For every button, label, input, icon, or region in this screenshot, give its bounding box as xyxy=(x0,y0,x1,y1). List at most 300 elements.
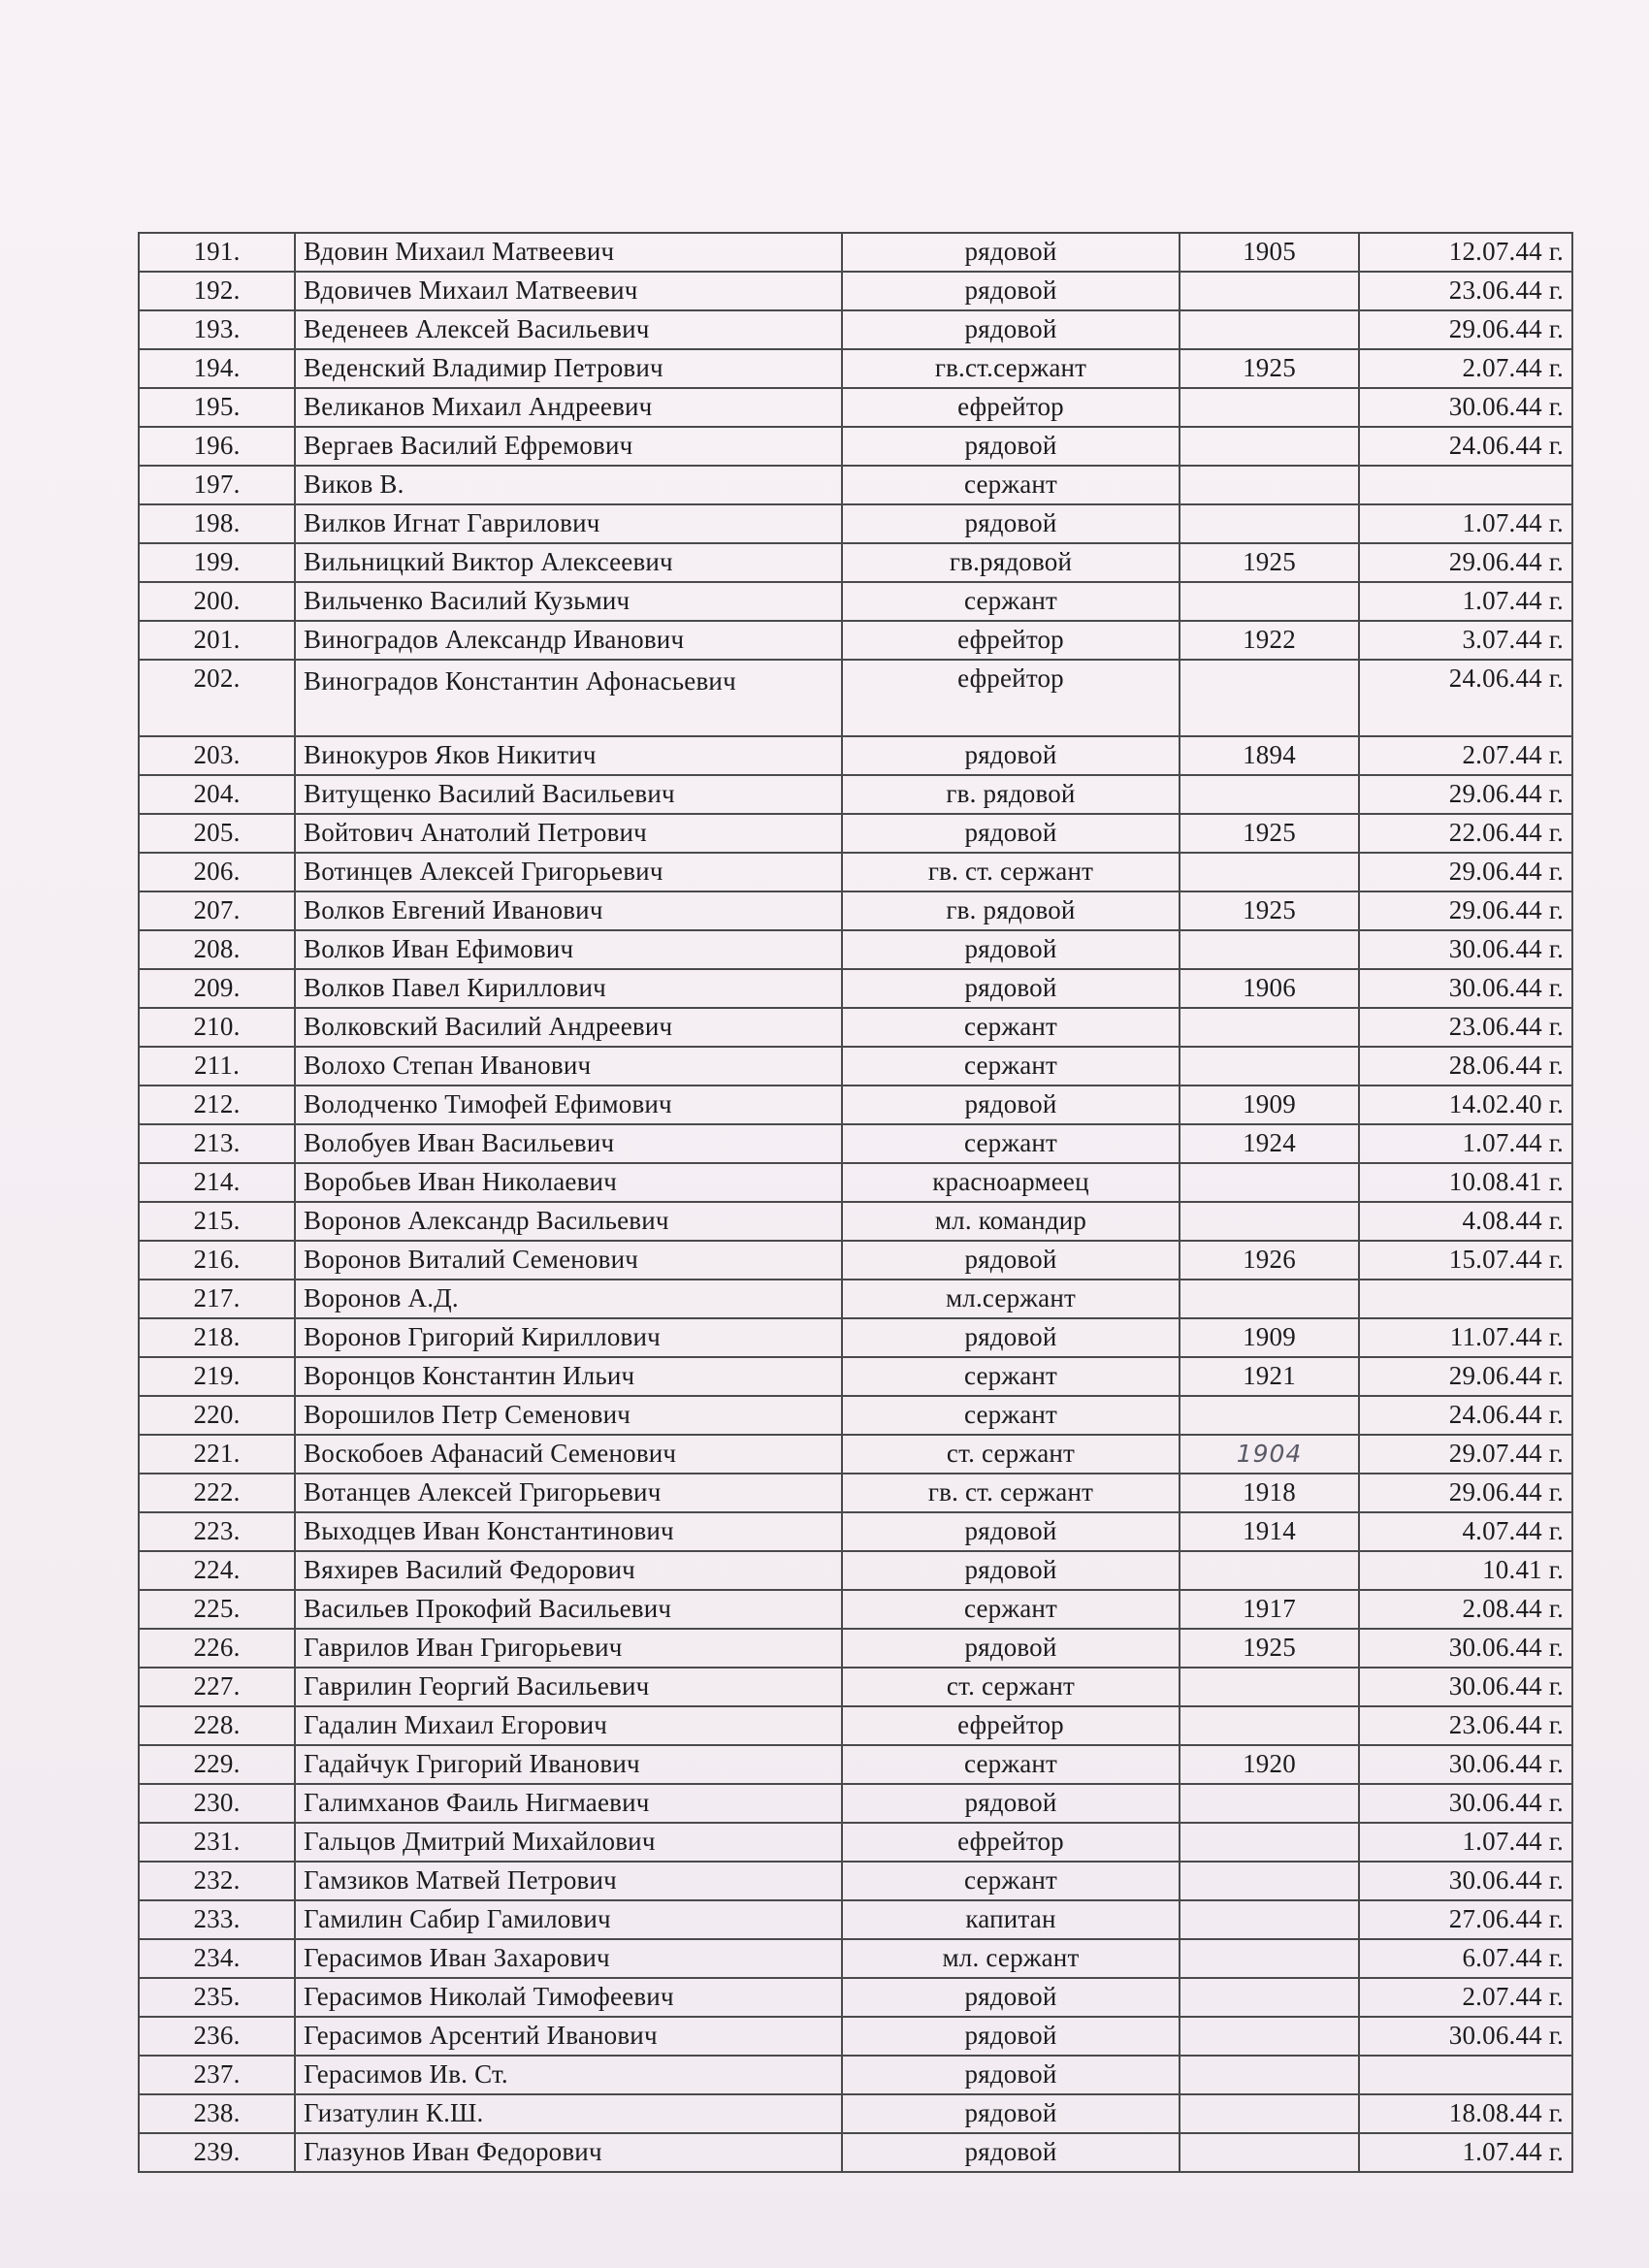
date-cell-text: 24.06.44 г. xyxy=(1448,1400,1564,1429)
date-cell-text: 3.07.44 г. xyxy=(1462,625,1564,654)
row-number-text: 239. xyxy=(193,2137,241,2166)
date-cell xyxy=(1359,1241,1572,1280)
person-name xyxy=(295,1357,842,1396)
person-name xyxy=(295,427,842,466)
table-row xyxy=(139,814,1572,853)
row-number xyxy=(139,1745,295,1784)
birth-year xyxy=(1180,2056,1359,2094)
date-cell xyxy=(1359,1512,1572,1551)
military-rank-text: рядовой xyxy=(964,431,1057,460)
row-number xyxy=(139,1008,295,1047)
person-name-text: Васильев Прокофий Васильевич xyxy=(304,1594,672,1623)
military-rank-text: гв.рядовой xyxy=(949,547,1073,576)
date-cell-text: 4.07.44 г. xyxy=(1462,1516,1564,1545)
date-cell xyxy=(1359,1784,1572,1823)
row-number xyxy=(139,1357,295,1396)
person-name-text: Воронов Григорий Кириллович xyxy=(304,1322,661,1351)
row-number-text: 197. xyxy=(193,470,241,499)
date-cell-text: 30.06.44 г. xyxy=(1448,1633,1564,1662)
row-number xyxy=(139,427,295,466)
military-rank xyxy=(842,310,1180,349)
table-row xyxy=(139,1047,1572,1085)
row-number xyxy=(139,621,295,660)
person-name xyxy=(295,1823,842,1862)
military-rank xyxy=(842,388,1180,427)
date-cell xyxy=(1359,427,1572,466)
date-cell xyxy=(1359,775,1572,814)
date-cell-text: 29.06.44 г. xyxy=(1448,1477,1564,1507)
date-cell xyxy=(1359,1202,1572,1241)
date-cell xyxy=(1359,2056,1572,2094)
military-rank xyxy=(842,853,1180,891)
person-name-text: Виноградов Александр Иванович xyxy=(304,625,685,654)
date-cell xyxy=(1359,1590,1572,1629)
date-cell xyxy=(1359,930,1572,969)
date-cell xyxy=(1359,582,1572,621)
military-rank-text: ст. сержант xyxy=(946,1671,1076,1701)
date-cell-text: 10.41 г. xyxy=(1482,1555,1564,1584)
row-number-text: 236. xyxy=(193,2021,241,2050)
birth-year xyxy=(1180,1163,1359,1202)
date-cell xyxy=(1359,1823,1572,1862)
birth-year-text: 1906 xyxy=(1243,973,1296,1002)
person-name xyxy=(295,660,842,736)
person-name-text: Винокуров Яков Никитич xyxy=(304,740,597,769)
date-cell xyxy=(1359,736,1572,775)
table-row xyxy=(139,1202,1572,1241)
birth-year xyxy=(1180,1939,1359,1978)
date-cell-text: 4.08.44 г. xyxy=(1462,1206,1564,1235)
table-row xyxy=(139,1512,1572,1551)
military-rank xyxy=(842,504,1180,543)
person-name-text: Герасимов Арсентий Иванович xyxy=(304,2021,658,2050)
date-cell-text: 30.06.44 г. xyxy=(1448,1788,1564,1817)
military-rank-text: сержант xyxy=(963,470,1058,499)
person-name-text: Воронцов Константин Ильич xyxy=(304,1361,635,1390)
person-name-text: Виноградов Константин Афонасьевич xyxy=(304,666,736,696)
military-rank-text: ефрейтор xyxy=(957,664,1064,693)
military-rank-text: рядовой xyxy=(964,740,1057,769)
military-rank xyxy=(842,1629,1180,1668)
date-cell xyxy=(1359,2017,1572,2056)
table-row xyxy=(139,1396,1572,1435)
military-rank xyxy=(842,1784,1180,1823)
date-cell xyxy=(1359,349,1572,388)
birth-year xyxy=(1180,775,1359,814)
birth-year xyxy=(1180,2017,1359,2056)
row-number xyxy=(139,2133,295,2172)
military-rank-text: красноармеец xyxy=(932,1167,1089,1196)
person-name-text: Воронов Александр Васильевич xyxy=(304,1206,669,1235)
birth-year xyxy=(1180,1474,1359,1512)
military-rank xyxy=(842,1668,1180,1706)
row-number-text: 195. xyxy=(193,392,241,421)
person-name-text: Воскобоев Афанасий Семенович xyxy=(304,1439,677,1468)
military-rank-text: рядовой xyxy=(964,1788,1057,1817)
military-rank-text: рядовой xyxy=(964,1555,1057,1584)
table-row xyxy=(139,621,1572,660)
date-cell xyxy=(1359,1862,1572,1900)
row-number-text: 192. xyxy=(193,275,241,305)
military-rank-text: гв. ст. сержант xyxy=(927,1477,1094,1507)
person-name-text: Володченко Тимофей Ефимович xyxy=(304,1089,672,1118)
row-number-text: 230. xyxy=(193,1788,241,1817)
person-name-text: Герасимов Иван Захарович xyxy=(304,1943,610,1972)
table-row xyxy=(139,543,1572,582)
date-cell-text: 1.07.44 г. xyxy=(1462,1827,1564,1856)
person-name-text: Выходцев Иван Константинович xyxy=(304,1516,674,1545)
table-row xyxy=(139,2094,1572,2133)
row-number-text: 237. xyxy=(193,2059,241,2089)
military-rank-text: рядовой xyxy=(964,2021,1057,2050)
military-rank xyxy=(842,1706,1180,1745)
military-rank xyxy=(842,2094,1180,2133)
birth-year xyxy=(1180,1085,1359,1124)
date-cell-text: 23.06.44 г. xyxy=(1448,1710,1564,1739)
row-number xyxy=(139,1435,295,1474)
row-number-text: 198. xyxy=(193,508,241,537)
row-number xyxy=(139,233,295,272)
row-number-text: 231. xyxy=(193,1827,241,1856)
person-name-text: Гадалин Михаил Егорович xyxy=(304,1710,608,1739)
military-rank xyxy=(842,1745,1180,1784)
person-name xyxy=(295,1706,842,1745)
table-row xyxy=(139,2133,1572,2172)
row-number-text: 205. xyxy=(193,818,241,847)
birth-year xyxy=(1180,1590,1359,1629)
birth-year xyxy=(1180,349,1359,388)
person-name-text: Вотинцев Алексей Григорьевич xyxy=(304,857,663,886)
row-number xyxy=(139,2017,295,2056)
military-rank xyxy=(842,1008,1180,1047)
person-name xyxy=(295,1978,842,2017)
military-rank-text: мл.сержант xyxy=(946,1283,1076,1312)
row-number xyxy=(139,349,295,388)
date-cell-text: 30.06.44 г. xyxy=(1448,1749,1564,1778)
date-cell-text: 12.07.44 г. xyxy=(1448,237,1564,266)
military-rank xyxy=(842,775,1180,814)
date-cell-text: 11.07.44 г. xyxy=(1449,1322,1564,1351)
birth-year xyxy=(1180,504,1359,543)
row-number-text: 206. xyxy=(193,857,241,886)
table-row xyxy=(139,1978,1572,2017)
military-rank xyxy=(842,1862,1180,1900)
birth-year xyxy=(1180,1745,1359,1784)
table-row xyxy=(139,582,1572,621)
birth-year xyxy=(1180,1435,1359,1474)
birth-year xyxy=(1180,930,1359,969)
date-cell-text: 30.06.44 г. xyxy=(1448,2021,1564,2050)
date-cell-text: 1.07.44 г. xyxy=(1462,2137,1564,2166)
row-number xyxy=(139,1047,295,1085)
person-name xyxy=(295,969,842,1008)
birth-year xyxy=(1180,310,1359,349)
person-name xyxy=(295,1318,842,1357)
row-number-text: 210. xyxy=(193,1012,241,1041)
date-cell-text: 23.06.44 г. xyxy=(1448,1012,1564,1041)
table-row xyxy=(139,504,1572,543)
person-name xyxy=(295,1551,842,1590)
row-number xyxy=(139,1318,295,1357)
person-name xyxy=(295,775,842,814)
military-rank-text: рядовой xyxy=(964,2098,1057,2127)
date-cell xyxy=(1359,1745,1572,1784)
table-row xyxy=(139,1008,1572,1047)
military-rank xyxy=(842,736,1180,775)
date-cell-text: 22.06.44 г. xyxy=(1448,818,1564,847)
row-number-text: 217. xyxy=(193,1283,241,1312)
military-rank xyxy=(842,1512,1180,1551)
birth-year-text: 1925 xyxy=(1243,353,1296,382)
military-rank xyxy=(842,1900,1180,1939)
row-number xyxy=(139,1280,295,1318)
birth-year xyxy=(1180,1241,1359,1280)
military-rank xyxy=(842,466,1180,504)
table-row xyxy=(139,1435,1572,1474)
person-name-text: Гадайчук Григорий Иванович xyxy=(304,1749,640,1778)
birth-year xyxy=(1180,1396,1359,1435)
date-cell xyxy=(1359,1047,1572,1085)
person-name-text: Вильченко Василий Кузьмич xyxy=(304,586,630,615)
table-row xyxy=(139,1124,1572,1163)
person-name xyxy=(295,504,842,543)
birth-year xyxy=(1180,1900,1359,1939)
date-cell xyxy=(1359,1008,1572,1047)
row-number xyxy=(139,466,295,504)
table-row xyxy=(139,1823,1572,1862)
military-rank-text: гв.ст.сержант xyxy=(934,353,1087,382)
military-rank xyxy=(842,2017,1180,2056)
person-name xyxy=(295,1047,842,1085)
table-row xyxy=(139,1551,1572,1590)
birth-year xyxy=(1180,1008,1359,1047)
birth-year xyxy=(1180,388,1359,427)
birth-year xyxy=(1180,1512,1359,1551)
person-name xyxy=(295,1435,842,1474)
date-cell-text: 2.08.44 г. xyxy=(1462,1594,1564,1623)
table-row xyxy=(139,2017,1572,2056)
birth-year xyxy=(1180,1551,1359,1590)
row-number-text: 200. xyxy=(193,586,241,615)
military-rank xyxy=(842,621,1180,660)
row-number xyxy=(139,388,295,427)
row-number xyxy=(139,736,295,775)
table-row xyxy=(139,1085,1572,1124)
date-cell xyxy=(1359,1978,1572,2017)
table-row xyxy=(139,1590,1572,1629)
row-number-text: 201. xyxy=(193,625,241,654)
person-name xyxy=(295,1202,842,1241)
row-number-text: 232. xyxy=(193,1865,241,1895)
person-name xyxy=(295,2017,842,2056)
birth-year-text: 1925 xyxy=(1243,818,1296,847)
military-rank xyxy=(842,1047,1180,1085)
date-cell-text: 14.02.40 г. xyxy=(1448,1089,1564,1118)
birth-year-text: 1909 xyxy=(1243,1322,1296,1351)
date-cell xyxy=(1359,466,1572,504)
row-number xyxy=(139,1396,295,1435)
date-cell-text: 30.06.44 г. xyxy=(1448,1865,1564,1895)
military-rank xyxy=(842,582,1180,621)
person-name-text: Ворошилов Петр Семенович xyxy=(304,1400,631,1429)
birth-year xyxy=(1180,2094,1359,2133)
table-row xyxy=(139,1241,1572,1280)
table-row xyxy=(139,427,1572,466)
row-number xyxy=(139,1512,295,1551)
military-rank-text: рядовой xyxy=(964,1982,1057,2011)
date-cell-text: 30.06.44 г. xyxy=(1448,392,1564,421)
birth-year xyxy=(1180,814,1359,853)
row-number xyxy=(139,1706,295,1745)
person-name xyxy=(295,388,842,427)
person-name xyxy=(295,466,842,504)
row-number-text: 216. xyxy=(193,1245,241,1274)
military-rank xyxy=(842,1823,1180,1862)
military-rank-text: рядовой xyxy=(964,2137,1057,2166)
row-number xyxy=(139,582,295,621)
military-rank xyxy=(842,891,1180,930)
birth-year-text: 1894 xyxy=(1243,740,1296,769)
row-number-text: 225. xyxy=(193,1594,241,1623)
person-name xyxy=(295,1784,842,1823)
date-cell-text: 2.07.44 г. xyxy=(1462,1982,1564,2011)
person-name-text: Волковский Василий Андреевич xyxy=(304,1012,673,1041)
table-row xyxy=(139,891,1572,930)
military-rank xyxy=(842,1396,1180,1435)
date-cell-text: 15.07.44 г. xyxy=(1448,1245,1564,1274)
row-number xyxy=(139,660,295,736)
military-rank-text: гв. рядовой xyxy=(946,779,1076,808)
person-name-text: Волков Павел Кириллович xyxy=(304,973,606,1002)
row-number-text: 229. xyxy=(193,1749,241,1778)
row-number-text: 228. xyxy=(193,1710,241,1739)
date-cell xyxy=(1359,1706,1572,1745)
person-name xyxy=(295,543,842,582)
person-name xyxy=(295,1085,842,1124)
row-number xyxy=(139,1629,295,1668)
birth-year-text: 1918 xyxy=(1243,1477,1296,1507)
person-name xyxy=(295,891,842,930)
person-name-text: Вдовичев Михаил Матвеевич xyxy=(304,275,638,305)
row-number xyxy=(139,1551,295,1590)
row-number xyxy=(139,543,295,582)
military-rank xyxy=(842,1241,1180,1280)
row-number-text: 221. xyxy=(193,1439,241,1468)
person-name xyxy=(295,1396,842,1435)
date-cell-text: 30.06.44 г. xyxy=(1448,934,1564,963)
row-number-text: 212. xyxy=(193,1089,241,1118)
date-cell xyxy=(1359,233,1572,272)
birth-year xyxy=(1180,1047,1359,1085)
row-number xyxy=(139,1124,295,1163)
date-cell-text: 10.08.41 г. xyxy=(1448,1167,1564,1196)
birth-year-text: 1925 xyxy=(1243,895,1296,924)
date-cell xyxy=(1359,660,1572,736)
military-rank xyxy=(842,1318,1180,1357)
military-rank xyxy=(842,2056,1180,2094)
person-name-text: Гизатулин К.Ш. xyxy=(304,2098,484,2127)
military-rank xyxy=(842,272,1180,310)
row-number-text: 235. xyxy=(193,1982,241,2011)
birth-year xyxy=(1180,1318,1359,1357)
row-number-text: 199. xyxy=(193,547,241,576)
birth-year xyxy=(1180,543,1359,582)
military-rank xyxy=(842,1939,1180,1978)
birth-year xyxy=(1180,1668,1359,1706)
birth-year-text: 1920 xyxy=(1243,1749,1296,1778)
date-cell xyxy=(1359,1551,1572,1590)
military-rank-text: рядовой xyxy=(964,1633,1057,1662)
date-cell xyxy=(1359,1668,1572,1706)
birth-year-text: 1914 xyxy=(1243,1516,1296,1545)
military-rank-text: сержант xyxy=(963,1361,1058,1390)
date-cell xyxy=(1359,1280,1572,1318)
person-name xyxy=(295,814,842,853)
military-rank-text: рядовой xyxy=(964,314,1057,343)
date-cell xyxy=(1359,1435,1572,1474)
military-rank xyxy=(842,2133,1180,2172)
date-cell xyxy=(1359,2094,1572,2133)
person-name-text: Веденеев Алексей Васильевич xyxy=(304,314,650,343)
person-name-text: Виков В. xyxy=(304,470,404,499)
row-number-text: 202. xyxy=(193,664,241,693)
table-row xyxy=(139,969,1572,1008)
military-rank-text: рядовой xyxy=(964,275,1057,305)
row-number-text: 223. xyxy=(193,1516,241,1545)
birth-year-text: 1905 xyxy=(1243,237,1296,266)
military-rank-text: ефрейтор xyxy=(957,392,1064,421)
row-number-text: 227. xyxy=(193,1671,241,1701)
person-name-text: Волохо Степан Иванович xyxy=(304,1051,592,1080)
row-number xyxy=(139,1085,295,1124)
birth-year-text: 1922 xyxy=(1243,625,1296,654)
person-name-text: Герасимов Николай Тимофеевич xyxy=(304,1982,674,2011)
table-row xyxy=(139,930,1572,969)
row-number xyxy=(139,969,295,1008)
military-rank-text: сержант xyxy=(963,1749,1058,1778)
military-rank-text: гв. ст. сержант xyxy=(927,857,1094,886)
date-cell-text: 23.06.44 г. xyxy=(1448,275,1564,305)
person-name xyxy=(295,1163,842,1202)
row-number-text: 213. xyxy=(193,1128,241,1157)
person-name xyxy=(295,853,842,891)
birth-year xyxy=(1180,621,1359,660)
person-name xyxy=(295,272,842,310)
row-number-text: 204. xyxy=(193,779,241,808)
person-name xyxy=(295,621,842,660)
date-cell-text: 29.06.44 г. xyxy=(1448,779,1564,808)
military-rank-text: рядовой xyxy=(964,1322,1057,1351)
date-cell xyxy=(1359,1357,1572,1396)
military-rank xyxy=(842,660,1180,736)
birth-year xyxy=(1180,853,1359,891)
person-name xyxy=(295,1590,842,1629)
row-number xyxy=(139,1668,295,1706)
table-row xyxy=(139,349,1572,388)
date-cell-text: 30.06.44 г. xyxy=(1448,973,1564,1002)
row-number xyxy=(139,504,295,543)
table-row xyxy=(139,853,1572,891)
birth-year xyxy=(1180,1978,1359,2017)
row-number-text: 224. xyxy=(193,1555,241,1584)
roster-table xyxy=(138,232,1573,2173)
military-rank-text: мл. сержант xyxy=(942,1943,1080,1972)
row-number xyxy=(139,1474,295,1512)
person-name xyxy=(295,1241,842,1280)
person-name-text: Вотанцев Алексей Григорьевич xyxy=(304,1477,662,1507)
birth-year xyxy=(1180,233,1359,272)
military-rank-text: рядовой xyxy=(964,973,1057,1002)
